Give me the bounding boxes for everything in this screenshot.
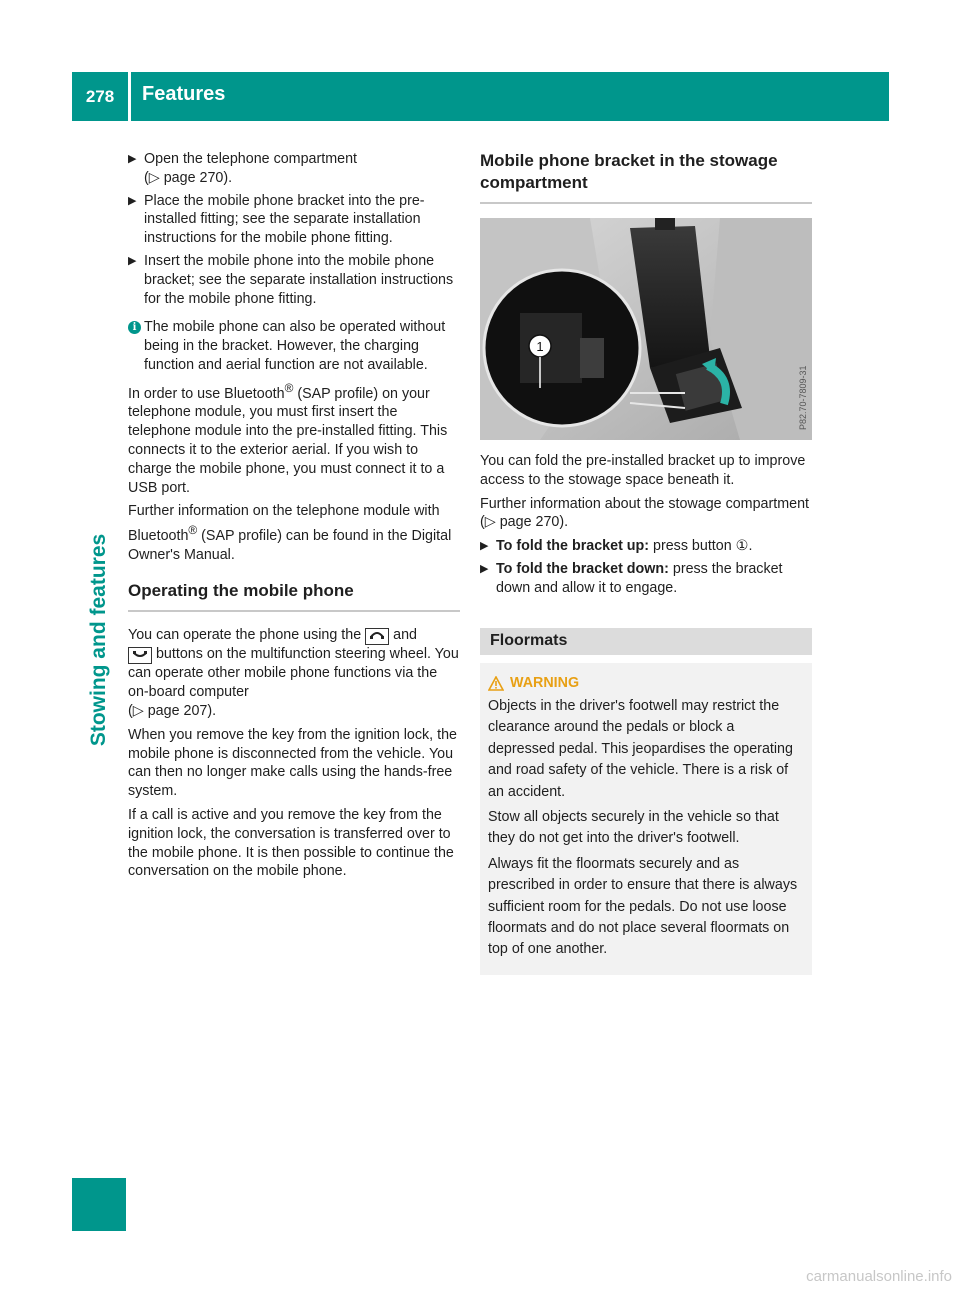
callout-number: 1 [536, 339, 544, 354]
side-tab-marker [72, 1178, 126, 1231]
step-fold-down [480, 560, 812, 598]
phone-end-icon [128, 647, 152, 664]
section-heading-bracket: Mobile phone bracket in the stowage compartment [480, 150, 812, 204]
page-number: 278 [85, 86, 115, 106]
phone-accept-icon [365, 628, 389, 645]
step-text: press the bracket down and allow it to engage. [496, 560, 783, 596]
step-text: press button [649, 538, 736, 555]
photo-code: P82.70-7809-31 [798, 365, 808, 430]
stowage-ref-paragraph[interactable]: Further information about the stowage compartment (▷ page 270). [480, 495, 809, 531]
header-divider [128, 72, 131, 121]
step-arrow-icon: ▶ [128, 254, 137, 267]
call-transfer-paragraph: If a call is active and you remove the key from the ignition lock, the conversation is transferred over to the mobile phone. It is then possible to continue the conversation on the mobile phone. [128, 807, 454, 880]
further-info-paragraph [128, 502, 460, 564]
page-ref-link[interactable]: (▷ page 207). [128, 703, 217, 720]
warning-title: WARNING [510, 674, 580, 691]
step-arrow-icon: ▶ [480, 562, 489, 575]
page-ref-link[interactable]: (▷ page 270). [144, 169, 233, 186]
step-open-compartment [128, 150, 460, 188]
step-insert-phone [128, 252, 460, 308]
remove-key-paragraph: When you remove the key from the ignition lock, the mobile phone is disconnected from the vehicle. You can then no longer make calls using the hands-free system. [128, 726, 457, 800]
step-text: Open the telephone compartment [144, 151, 358, 167]
section-title-floormats: Floormats [480, 628, 812, 655]
text-fragment: and [393, 627, 418, 644]
watermark: carmanualsonline.info [806, 1268, 952, 1285]
text-fragment: Further information on the telephone module with Bluetooth [128, 503, 440, 544]
step-arrow-icon: ▶ [128, 153, 137, 165]
fold-intro-paragraph: You can fold the pre-installed bracket up to improve access to the stowage space beneath it. [480, 453, 806, 488]
bracket-photo [480, 218, 812, 440]
step-label: To fold the bracket up: [496, 538, 650, 555]
bluetooth-paragraph [128, 379, 460, 498]
text-fragment: . [748, 538, 753, 555]
info-text: The mobile phone can also be operated without being in the bracket. However, the charging function and aerial function are not available. [144, 319, 446, 373]
step-label: To fold the bracket down: [496, 560, 669, 577]
step-arrow-icon: ▶ [128, 194, 137, 207]
warning-paragraph: Stow all objects securely in the vehicle so that they do not get into the driver's footwell. [488, 809, 779, 847]
info-icon: i [128, 321, 141, 334]
text-fragment: You can operate the phone using the [128, 627, 362, 644]
warning-box [480, 663, 812, 975]
left-column [128, 150, 460, 886]
step-fold-up [480, 537, 812, 556]
warning-header [488, 673, 804, 694]
registered-mark: ® [284, 380, 294, 395]
text-fragment: (SAP profile) on your telephone module, you must first insert the telephone module into the pre-installed fitting. This connects it to the exterior aerial. If you wish to charge the mobile phone, you must connect it to a USB port. [128, 385, 448, 496]
step-text: Insert the mobile phone into the mobile phone bracket; see the separate installation instructions for the mobile phone fitting. [144, 252, 454, 307]
text-fragment: (SAP profile) can be found in the Digital Owner's Manual. [128, 527, 452, 563]
registered-mark: ® [188, 523, 198, 538]
warning-paragraph: Always fit the floormats securely and as prescribed in order to ensure that there is always sufficient room for the pedals. Do not use loose floormats and do not place several floormats on top of one another. [488, 855, 798, 958]
step-place-bracket [128, 192, 460, 248]
text-fragment: In order to use Bluetooth [128, 385, 285, 402]
button-1-symbol: ① [735, 538, 749, 555]
info-note [128, 318, 460, 374]
warning-paragraph: Objects in the driver's footwell may restrict the clearance around the pedals or block a depressed pedal. This jeopardises the operating and road safety of the vehicle. There is a risk of an accident. [488, 697, 793, 800]
text-fragment: buttons on the multifunction steering wheel. You can operate other mobile phone functions via the on-board computer [128, 646, 459, 701]
step-arrow-icon: ▶ [480, 540, 489, 553]
page-header [72, 72, 889, 121]
warning-triangle-icon [488, 676, 504, 691]
chapter-title: Features [142, 82, 226, 105]
right-column [480, 150, 812, 975]
step-text: Place the mobile phone bracket into the pre-installed fitting; see the separate installation instructions for the mobile phone fitting. [144, 192, 425, 247]
side-tab-label: Stowing and features [87, 533, 110, 747]
operate-paragraph [128, 626, 460, 720]
section-heading-operating: Operating the mobile phone [128, 580, 460, 612]
